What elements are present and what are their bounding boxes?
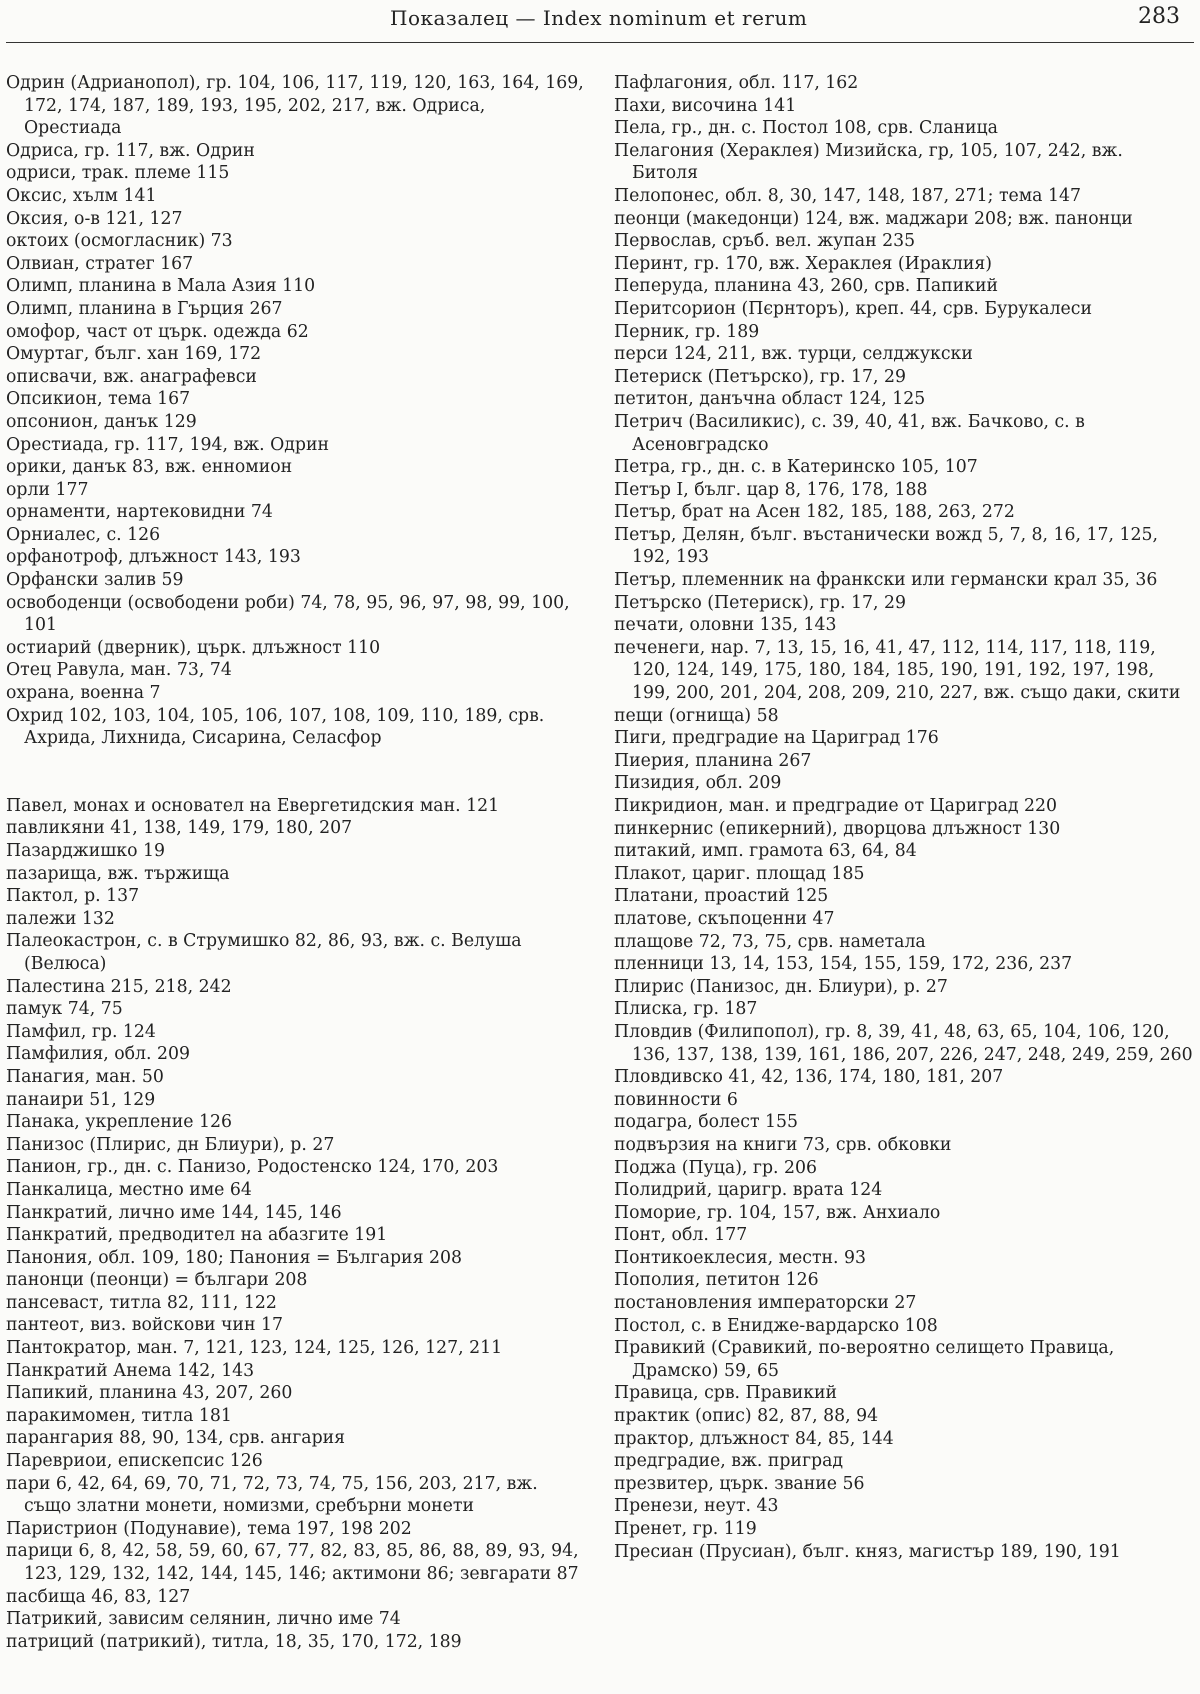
index-entry: патриций (патрикий), титла, 18, 35, 170, 172, 189 — [6, 1631, 462, 1652]
index-entry: печенеги, нар. 7, 13, 15, 16, 41, 47, 112, 114, 117, 118, 119, 120, 124, 149, 175, 180, 184, 185, 190, 191, 192, 197, 198, 199, 200, 201, 204, 208, 209, 210, 227, вж. също даки, скити — [614, 637, 1181, 704]
index-entry: палежи 132 — [6, 908, 115, 929]
index-entry: Павел, монах и основател на Евергетидския ман. 121 — [6, 795, 500, 816]
index-entry: Палеокастрон, с. в Струмишко 82, 86, 93, вж. с. Велуша (Велюса) — [6, 931, 522, 974]
index-entry: Пиги, предградие на Цариград 176 — [614, 728, 939, 749]
index-entry: Первослав, сръб. вел. жупан 235 — [614, 231, 916, 252]
index-entry: опсонион, данък 129 — [6, 411, 197, 432]
index-entry: Поморие, гр. 104, 157, вж. Анхиало — [614, 1202, 941, 1223]
index-entry: парангария 88, 90, 134, срв. ангария — [6, 1428, 346, 1449]
index-entry: Опсикион, тема 167 — [6, 389, 191, 410]
index-entry: Перитсорион (Пєрнторъ), креп. 44, срв. Бурукалеси — [614, 298, 1092, 319]
index-entry: Отец Равула, ман. 73, 74 — [6, 660, 232, 681]
index-entry: Перинт, гр. 170, вж. Хераклея (Ираклия) — [614, 253, 993, 274]
index-entry: Папикий, планина 43, 207, 260 — [6, 1383, 293, 1404]
index-entry: пари 6, 42, 64, 69, 70, 71, 72, 73, 74, 75, 156, 203, 217, вж. също златни монети, номизми, сребърни монети — [6, 1473, 538, 1517]
index-entry: Олимп, планина в Гърция 267 — [6, 298, 283, 319]
index-entry: пинкернис (епикерний), дворцова длъжност 130 — [614, 818, 1061, 839]
index-entry: Правикий (Сравикий, по-вероятно селището Правица, Драмско) 59, 65 — [614, 1338, 1115, 1381]
index-entry: Панония, обл. 109, 180; Панония = България 208 — [6, 1247, 462, 1268]
index-entry: петитон, данъчна област 124, 125 — [614, 389, 926, 410]
index-entry: Пазарджишко 19 — [6, 841, 165, 861]
index-entry: Панака, укрепление 126 — [6, 1112, 233, 1133]
index-entry: пасбища 46, 83, 127 — [6, 1586, 191, 1607]
index-entry: Плирис (Панизос, дн. Блиури), р. 27 — [614, 976, 948, 997]
index-entry: Панкратий, лично име 144, 145, 146 — [6, 1202, 342, 1223]
index-entry: платове, скъпоценни 47 — [614, 908, 835, 929]
index-entry: Охрид 102, 103, 104, 105, 106, 107, 108, 109, 110, 189, срв. Ахрида, Лихнида, Сисарина, Селасфор — [6, 705, 545, 749]
index-entry: Правица, срв. Правикий — [614, 1383, 838, 1404]
index-entry: Патрикий, зависим селянин, лично име 74 — [6, 1609, 401, 1630]
index-entry: Петър, племенник на франкски или германски крал 35, 36 — [614, 570, 1158, 591]
index-entry: павликяни 41, 138, 149, 179, 180, 207 — [6, 818, 353, 839]
index-entry: пансеваст, титла 82, 111, 122 — [6, 1292, 277, 1313]
header-rule — [6, 42, 1194, 43]
left-column — [6, 72, 586, 1653]
index-entry: Пловдивско 41, 42, 136, 174, 180, 181, 207 — [614, 1067, 1004, 1088]
index-entry: Пафлагония, обл. 117, 162 — [614, 73, 859, 93]
index-entry: Постол, с. в Енидже-вардарско 108 — [614, 1315, 938, 1336]
index-entry: Плакот, цариг. площад 185 — [614, 863, 865, 884]
index-entry: орнаменти, нартековидни 74 — [6, 502, 273, 523]
index-entry: Пантократор, ман. 7, 121, 123, 124, 125, 126, 127, 211 — [6, 1338, 503, 1359]
index-entry: Пренет, гр. 119 — [614, 1519, 757, 1539]
index-entry: Пловдив (Филипопол), гр. 8, 39, 41, 48, 63, 65, 104, 106, 120, 136, 137, 138, 139, 161, 186, 207, 226, 247, 248, 249, 259, 260 — [614, 1021, 1193, 1065]
index-entry: остиарий (дверник), църк. длъжност 110 — [6, 637, 381, 658]
index-entry: печати, оловни 135, 143 — [614, 615, 837, 636]
index-entry: Панкалица, местно име 64 — [6, 1179, 252, 1200]
index-entry: Олимп, планина в Мала Азия 110 — [6, 276, 316, 297]
index-entry: Платани, проастий 125 — [614, 886, 829, 907]
index-entry: Олвиан, стратег 167 — [6, 253, 194, 274]
page-number: 283 — [1138, 4, 1180, 29]
index-entry: Омуртаг, бълг. хан 169, 172 — [6, 344, 262, 365]
index-entry: Пополия, петитон 126 — [614, 1270, 819, 1291]
index-entry: Орниалес, с. 126 — [6, 524, 161, 545]
index-entry: презвитер, църк. звание 56 — [614, 1473, 865, 1494]
index-entry: Панизос (Плирис, дн Блиури), р. 27 — [6, 1134, 335, 1155]
index-entry: питакий, имп. грамота 63, 64, 84 — [614, 841, 917, 862]
index-entry: Поджа (Пуца), гр. 206 — [614, 1157, 818, 1178]
index-entry: парици 6, 8, 42, 58, 59, 60, 67, 77, 82, 83, 85, 86, 88, 89, 93, 94, 123, 129, 132, 142, 144, 145, 146; актимони 86; зевгарати 87 — [6, 1541, 579, 1584]
index-entry: Петърско (Петериск), гр. 17, 29 — [614, 592, 906, 613]
index-entry: памук 74, 75 — [6, 999, 123, 1020]
index-entry: Пелагония (Хераклея) Мизийска, гр, 105, 107, 242, вж. Битоля — [614, 140, 1123, 184]
index-entry: Панкратий Анема 142, 143 — [6, 1360, 255, 1381]
index-entry: Петър, Делян, бълг. въстанически вожд 5, 7, 8, 16, 17, 125, 192, 193 — [614, 524, 1158, 568]
index-entry: Палестина 215, 218, 242 — [6, 976, 232, 997]
index-entry: паракимомен, титла 181 — [6, 1405, 232, 1426]
section-gap — [6, 750, 586, 795]
index-entry: Одрин (Адрианопол), гр. 104, 106, 117, 119, 120, 163, 164, 169, 172, 174, 187, 189, 193, 195, 202, 217, вж. Одриса, Орестиада — [6, 73, 584, 139]
page-header — [0, 0, 1200, 44]
index-entry: одриси, трак. племе 115 — [6, 163, 230, 184]
index-entry: панонци (пеонци) = българи 208 — [6, 1270, 308, 1291]
running-title: Показалец — Index nominum et rerum — [390, 6, 808, 30]
index-entry: орики, данък 83, вж. енномион — [6, 457, 293, 478]
index-entry: Петър, брат на Асен 182, 185, 188, 263, 272 — [614, 502, 1015, 523]
index-entry: предградие, вж. приград — [614, 1451, 844, 1472]
index-entry: повинности 6 — [614, 1089, 738, 1110]
index-entry: Плиска, гр. 187 — [614, 999, 758, 1020]
index-entry: Пелопонес, обл. 8, 30, 147, 148, 187, 271; тема 147 — [614, 185, 1081, 206]
index-entry: пантеот, виз. войскови чин 17 — [6, 1315, 283, 1336]
index-entry: Панагия, ман. 50 — [6, 1066, 164, 1087]
right-column — [614, 72, 1194, 1563]
index-entry: Панкратий, предводител на абазгите 191 — [6, 1225, 388, 1246]
index-entry: Пикридион, ман. и предградие от Цариград 220 — [614, 796, 1057, 816]
index-entry: Паревриои, епискепсис 126 — [6, 1451, 263, 1472]
index-entry: Петериск (Петърско), гр. 17, 29 — [614, 366, 906, 387]
index-entry: постановления императорски 27 — [614, 1293, 917, 1314]
index-entry: Панион, гр., дн. с. Панизо, Родостенско 124, 170, 203 — [6, 1157, 499, 1178]
index-entry: Пахи, височина 141 — [614, 95, 797, 116]
index-entry: Пиерия, планина 267 — [614, 750, 812, 771]
index-entry: Пизидия, обл. 209 — [614, 773, 782, 794]
index-entry: пленници 13, 14, 153, 154, 155, 159, 172, 236, 237 — [614, 954, 1073, 975]
index-entry: Одриса, гр. 117, вж. Одрин — [6, 140, 255, 161]
index-entry: Пела, гр., дн. с. Постол 108, срв. Сланица — [614, 118, 998, 139]
index-entry: подагра, болест 155 — [614, 1112, 799, 1133]
index-entry: Пактол, р. 137 — [6, 886, 140, 907]
index-entry: Полидрий, царигр. врата 124 — [614, 1180, 883, 1201]
index-entry: охрана, военна 7 — [6, 683, 161, 704]
index-entry: Петрич (Василикис), с. 39, 40, 41, вж. Бачково, с. в Асеновградско — [614, 411, 1085, 455]
index-entry: практор, длъжност 84, 85, 144 — [614, 1428, 894, 1449]
index-entry: Петър I, бълг. цар 8, 176, 178, 188 — [614, 479, 928, 500]
index-entry: Оксис, хълм 141 — [6, 185, 157, 206]
index-entry: плащове 72, 73, 75, срв. наметала — [614, 931, 926, 952]
index-entry: Пренези, неут. 43 — [614, 1496, 779, 1517]
index-entry: Пеперуда, планина 43, 260, срв. Папикий — [614, 276, 999, 297]
index-entry: перси 124, 211, вж. турци, селджукски — [614, 344, 973, 365]
index-entry: Понтикоеклесия, местн. 93 — [614, 1247, 866, 1268]
index-entry: орли 177 — [6, 479, 89, 500]
index-entry: Понт, обл. 177 — [614, 1225, 748, 1246]
index-entry: Перник, гр. 189 — [614, 321, 760, 342]
index-entry: Пресиан (Прусиан), бълг. княз, магистър 189, 190, 191 — [614, 1541, 1121, 1562]
index-entry: Паристрион (Подунавие), тема 197, 198 202 — [6, 1518, 412, 1539]
index-entry: пещи (огнища) 58 — [614, 705, 779, 726]
index-entry: освободенци (освободени роби) 74, 78, 95, 96, 97, 98, 99, 100, 101 — [6, 592, 570, 636]
left-entries-p — [6, 795, 586, 1654]
index-entry: Памфилия, обл. 209 — [6, 1044, 191, 1065]
index-entry: Памфил, гр. 124 — [6, 1021, 156, 1042]
index-entry: октоих (осмогласник) 73 — [6, 231, 233, 252]
index-entry: пазарища, вж. тържища — [6, 863, 230, 884]
index-entry: описвачи, вж. анаграфевси — [6, 366, 257, 387]
left-entries-o — [6, 72, 586, 750]
index-entry: орфанотроф, длъжност 143, 193 — [6, 547, 301, 568]
index-entry: подвързия на книги 73, срв. обковки — [614, 1134, 952, 1155]
index-entry: практик (опис) 82, 87, 88, 94 — [614, 1406, 879, 1427]
index-entry: Орестиада, гр. 117, 194, вж. Одрин — [6, 434, 330, 455]
index-entry: Орфански залив 59 — [6, 570, 184, 591]
index-entry: панаири 51, 129 — [6, 1089, 156, 1110]
index-entry: Оксия, о-в 121, 127 — [6, 208, 183, 229]
index-entry: пеонци (македонци) 124, вж. маджари 208; вж. панонци — [614, 208, 1133, 229]
index-entry: Петра, гр., дн. с. в Катеринско 105, 107 — [614, 457, 978, 478]
index-entry: омофор, част от църк. одежда 62 — [6, 321, 309, 342]
